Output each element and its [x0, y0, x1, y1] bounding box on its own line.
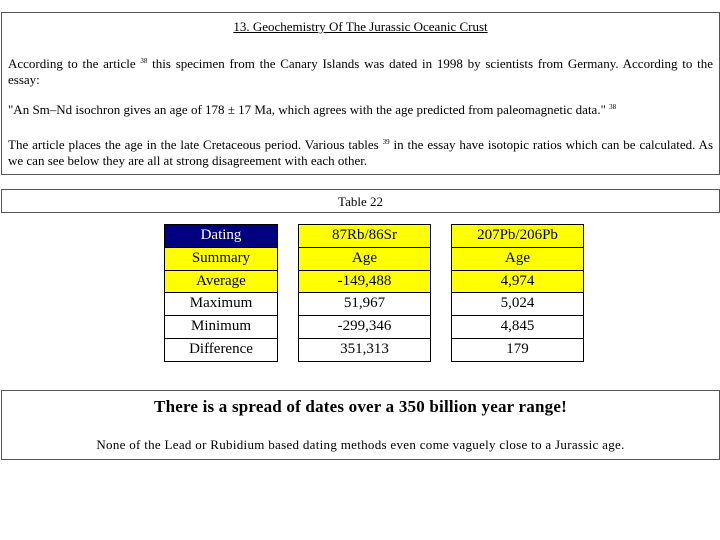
- rb-sr-age-cell: -149,488: [299, 270, 431, 293]
- row-label: Difference: [165, 338, 278, 361]
- quote-text: "An Sm–Nd isochron gives an age of 178 ± 17 Ma, which agrees with the age predicted from paleomagnetic data.": [8, 102, 606, 117]
- row-label: Average: [165, 270, 278, 293]
- quote-paragraph: [8, 99, 713, 118]
- rb-sr-age-cell: 351,313: [299, 338, 431, 361]
- pb-pb-age-cell: 4,845: [452, 316, 584, 339]
- intro-panel: [1, 12, 720, 175]
- table-row: [165, 270, 584, 293]
- pb-pb-age-cell: 5,024: [452, 293, 584, 316]
- header-cell: 207Pb/206Pb: [452, 225, 584, 248]
- pb-pb-age-cell: 4,974: [452, 270, 584, 293]
- header-cell: Dating: [165, 225, 278, 248]
- conclusion-note: None of the Lead or Rubidium based dating methods even come vaguely close to a Jurassic age.: [96, 437, 625, 452]
- table-row: [165, 316, 584, 339]
- analysis-paragraph: [8, 134, 713, 169]
- table-row: [165, 338, 584, 361]
- analysis-text-b: in the essay have isotopic ratios which can be calculated. As we can see below they are all at strong disagreement with each other.: [8, 137, 714, 168]
- conclusion-headline: There is a spread of dates over a 350 billion year range!: [154, 397, 567, 416]
- pb-pb-age-cell: 179: [452, 338, 584, 361]
- conclusion-panel: [1, 390, 720, 460]
- table-title: Table 22: [338, 194, 383, 209]
- intro-text-a: According to the article: [8, 56, 136, 71]
- intro-paragraph: [8, 53, 713, 88]
- header-cell: Age: [299, 247, 431, 270]
- dating-summary-table: [164, 224, 584, 362]
- section-title: 13. Geochemistry Of The Jurassic Oceanic Crust: [233, 19, 488, 34]
- rb-sr-age-cell: 51,967: [299, 293, 431, 316]
- footnote-ref: 38: [609, 103, 617, 111]
- header-cell: Summary: [165, 247, 278, 270]
- footnote-ref: 39: [382, 138, 390, 146]
- footnote-ref: 38: [140, 57, 148, 65]
- analysis-text-a: The article places the age in the late Cretaceous period. Various tables: [8, 137, 379, 152]
- rb-sr-age-cell: -299,346: [299, 316, 431, 339]
- header-cell: Age: [452, 247, 584, 270]
- table-header-row: [165, 225, 584, 248]
- table-header-row: [165, 247, 584, 270]
- table-title-bar: [1, 189, 720, 213]
- header-cell: 87Rb/86Sr: [299, 225, 431, 248]
- table-row: [165, 293, 584, 316]
- row-label: Minimum: [165, 316, 278, 339]
- intro-text-b: this specimen from the Canary Islands was dated in 1998 by scientists from Germany. According to the essay:: [8, 56, 714, 87]
- row-label: Maximum: [165, 293, 278, 316]
